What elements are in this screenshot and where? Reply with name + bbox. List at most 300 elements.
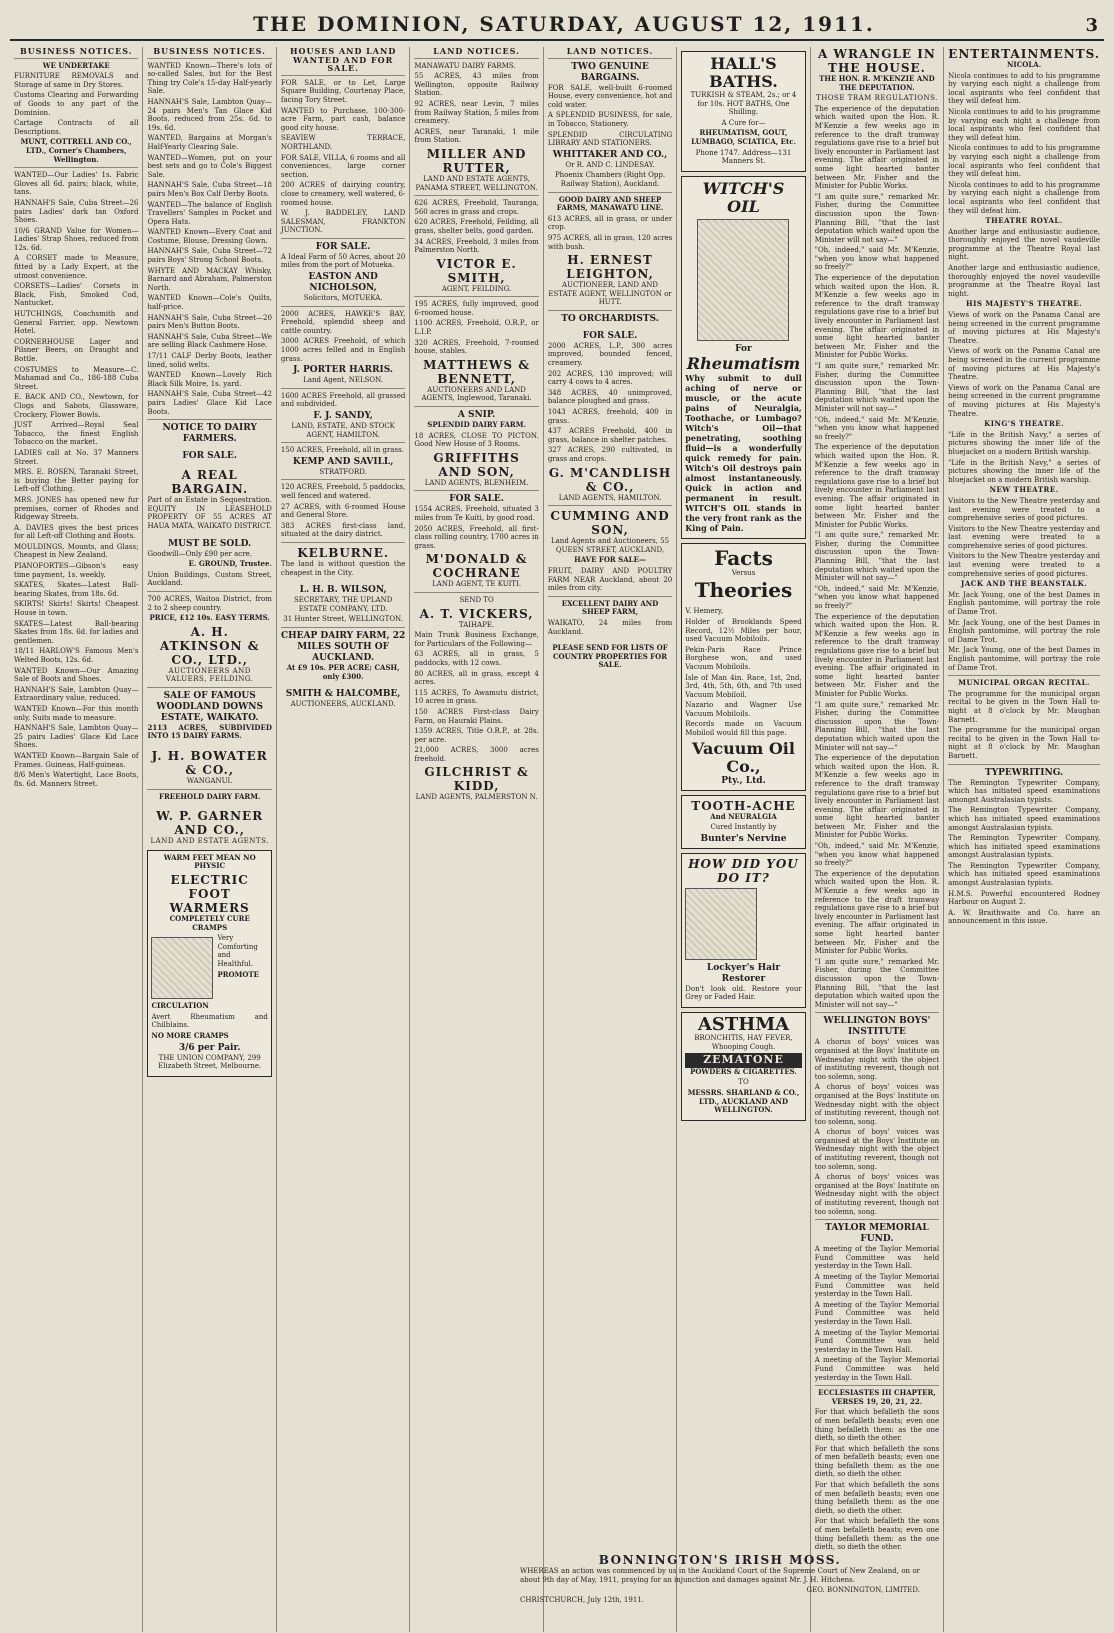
divider xyxy=(948,764,1100,765)
cumming-name: CUMMING AND SON, xyxy=(550,509,670,538)
classified-ad: HANNAH'S Sale, Cuba Street—42 pairs Ladies' Glace Kid Lace Boots. xyxy=(147,390,272,416)
wrangle-text: "I am quite sure," remarked Mr. Fisher, during the Committee discussion upon the Town-Planning Bill, "that the last deputation which waited upon the Minister will not say—" xyxy=(814,362,940,413)
asthma-sub: BRONCHITIS, HAY FEVER, Whooping Cough. xyxy=(694,1034,793,1051)
divider xyxy=(815,1385,939,1386)
wrangle-text: "I am quite sure," remarked Mr. Fisher, during the Committee discussion upon the Town-Planning Bill, "that the last deputation which waited upon the Minister will not say—" xyxy=(814,192,940,244)
leighton-sub: AUCTIONEER, LAND AND ESTATE AGENT, WELLINGTON or HUTT. xyxy=(548,281,672,307)
classified-ad: 92 ACRES, near Levin, 7 miles from Railway Station, 5 miles from creamery. xyxy=(414,99,539,126)
excellent-text: WAIKATO, 24 miles from Auckland. xyxy=(547,618,673,636)
halls-sub: TURKISH & STEAM, 2s.; or 4 for 10s. HOT BATHS, One Shilling. xyxy=(690,91,797,117)
vickers-sub: TAIHAPE. xyxy=(458,620,495,629)
union-address: Union Buildings, Custom Street, Auckland. xyxy=(147,570,272,588)
classified-ad: HUTCHINGS, Coachsmith and General Farrier, opp. Newtown Hotel. xyxy=(14,310,139,336)
boys-heading: WELLINGTON BOYS' INSTITUTE xyxy=(823,1016,931,1038)
divider xyxy=(414,296,538,297)
column-heading: BUSINESS NOTICES. xyxy=(14,47,138,59)
divider xyxy=(548,505,672,506)
classified-ad: HANNAH'S Sale, Lambton Quay—24 pairs Men's Tan Glace Kid Boots, reduced from 25s. 6d. to 19s. 6d. xyxy=(147,97,272,132)
column-7 xyxy=(811,47,944,1632)
asthma-title: ASTHMA xyxy=(697,1014,790,1036)
classified-ad: SEAVIEW TERRACE, NORTHLAND. xyxy=(280,134,406,151)
classified-ad: A SPLENDID BUSINESS, for sale, in Tobacco, Stationery. xyxy=(547,111,673,128)
classified-ad: WANTED to Purchase, 100-300-acre Farm, part cash, balance good city house. xyxy=(280,106,406,132)
theories: Theories xyxy=(694,578,793,603)
type-text: The Remington Typewriter Company, which has initiated speed examinations amongst Australasian typists. xyxy=(948,778,1101,804)
column-2 xyxy=(143,47,276,1632)
warmers-sub: COMPLETELY CURE CRAMPS xyxy=(169,914,250,932)
divider xyxy=(414,592,538,593)
farm-383: 383 ACRES first-class land, situated at the dairy district. xyxy=(280,521,406,539)
farm-1100: 1100 ACRES, Freehold, O.R.P., or L.I.P. xyxy=(414,319,539,337)
facts-item: Holder of Brooklands Speed Record, 12½ Miles per hour, used Vacuum Mobiloils. xyxy=(685,617,802,644)
wilson-addr: 31 Hunter Street, WELLINGTON. xyxy=(283,615,403,624)
cumming-text: FRUIT, DAIRY AND POULTRY FARM NEAR Auckland, about 20 miles from city. xyxy=(547,566,673,593)
farm-21000: 21,000 ACRES, 3000 acres freehold. xyxy=(414,746,539,763)
organ-text: The programme for the municipal organ recital to be given in the Town Hall to-night at 8 o'clock by Mr. Maughan Barnett. xyxy=(948,726,1101,760)
classified-ad: FOR SALE, well-built 6-roomed House, every convenience, hot and cold water. xyxy=(547,83,673,109)
tram-heading: THOSE TRAM REGULATIONS. xyxy=(816,94,938,103)
taylor-text: A meeting of the Taylor Memorial Fund Committee was held yesterday in the Town Hall. xyxy=(814,1356,940,1382)
tooth-cure: Cured Instantly by xyxy=(710,823,777,832)
taylor-text: A meeting of the Taylor Memorial Fund Committee was held yesterday in the Town Hall. xyxy=(814,1328,940,1354)
halls-ills: RHEUMATISM, GOUT, LUMBAGO, SCIATICA, Etc. xyxy=(691,128,796,146)
classified-ad: WANTED—The balance of English Travellers' Samples in Pocket and Opera Hats. xyxy=(147,200,272,226)
excellent-heading: EXCELLENT DAIRY AND SHEEP FARM, xyxy=(561,598,659,617)
matthews-sub: AUCTIONEERS AND LAND AGENTS, Inglewood, Taranaki. xyxy=(421,385,532,403)
dairy-text: 18 ACRES, CLOSE TO PICTON. Good New House of 3 Rooms. xyxy=(414,431,539,449)
divider xyxy=(548,596,672,597)
nicola-heading: NICOLA. xyxy=(1007,60,1042,69)
bargain-heading: A REAL BARGAIN. xyxy=(171,468,249,497)
classified-ad: WANTED, Bargains at Morgan's Half-Yearly Clearing Sale. xyxy=(147,134,272,151)
farm-1600: 1600 ACRES Freehold, all grassed and subdivided. xyxy=(280,391,406,409)
wrangle-text: The experience of the deputation which waited upon the Hon. R. M'Kenzie a few weeks ago in reference to the draft tramway regulations gave rise to a brief but lively encounter in Parliament last evening. The affair originated in some light hearted banter between Mr. Fisher and the Minister for Public Works. xyxy=(814,869,940,956)
farm-437: 437 ACRES Freehold, 400 in grass, balance in shelter patches. xyxy=(547,427,673,444)
farm-80: 80 ACRES, all in grass, except 4 acres. xyxy=(414,669,539,687)
boys-text: A chorus of boys' voices was organised at the Boys' Institute on Wednesday night with the object of instituting reverent, though not too solemn, song. xyxy=(814,1038,940,1081)
gilchrist-sub: LAND AGENTS, PALMERSTON N. xyxy=(415,793,538,802)
farm-120: 120 ACRES, Freehold, 5 paddocks, well fenced and watered. xyxy=(280,483,406,500)
divider xyxy=(281,479,405,480)
classified-ad: WANTED Known—Every Coat and Costume, Blouse, Dressing Gown. xyxy=(147,228,272,245)
warmers-top: WARM FEET MEAN NO PHYSIC xyxy=(163,852,256,871)
matthews-name: MATTHEWS & BENNETT, xyxy=(423,357,531,386)
theatre-heading: THEATRE ROYAL. xyxy=(985,216,1063,226)
warmers-point: Very Comforting and Healthful. xyxy=(217,934,258,968)
classified-ad: WANTED Known—Bargain Sale of Frames. Guineas, Half-guineas. xyxy=(14,751,139,769)
sandy-name: F. J. SANDY, xyxy=(313,411,373,421)
majesty-text: Views of work on the Panama Canal are being screened in the current programme of moving pictures at His Majesty's Theatre. xyxy=(948,347,1101,382)
farm-1043: 1043 ACRES, freehold, 400 in grass. xyxy=(547,408,673,425)
wilson-sub: SECRETARY, THE UPLAND ESTATE COMPANY, LTD. xyxy=(293,596,393,613)
classified-ad: 55 ACRES, 43 miles from Wellington, opposite Railway Station. xyxy=(414,72,539,98)
wrangle-text: The experience of the deputation which waited upon the Hon. R. M'Kenzie a few weeks ago in reference to the draft tramway regulations gave rise to a brief but lively encounter in Parliament last evening. The affair originated in some light hearted banter between Mr. Fisher and the Minister for Public Works. xyxy=(814,104,940,191)
taylor-text: A meeting of the Taylor Memorial Fund Committee was held yesterday in the Town Hall. xyxy=(814,1245,940,1271)
witch-for: For xyxy=(735,343,752,354)
divider xyxy=(147,789,271,790)
farm-626: 626 ACRES, Freehold, Tauranga, 560 acres in grass and crops. xyxy=(414,199,539,216)
smith-name: SMITH & HALCOMBE, xyxy=(285,689,401,700)
goodwill: Goodwill—Only £90 per acre. xyxy=(147,549,252,558)
classified-ad: WANTED Known—Lovely Rich Black Silk Moire, 1s. yard. xyxy=(147,371,272,388)
divider xyxy=(281,542,405,543)
leighton-name: H. ERNEST LEIGHTON, xyxy=(566,253,654,282)
divider xyxy=(548,310,672,311)
ad-list xyxy=(548,84,672,148)
theatre-text: Another large and enthusiastic audience, thoroughly enjoyed the novel vaudeville programme at the Theatre Royal last night. xyxy=(948,264,1101,298)
bonnington-title: BONNINGTON'S IRISH MOSS. xyxy=(598,1553,842,1567)
column-heading: LAND NOTICES. xyxy=(548,47,672,59)
classified-ad: MOULDINGS, Mounts, and Glass; Cheapest in New Zealand. xyxy=(14,542,139,560)
victor-sub: AGENT, FEILDING. xyxy=(441,284,512,293)
atkinson-name: A. H. ATKINSON & CO., LTD., xyxy=(159,624,260,667)
griffiths-name: GRIFFITHS AND SON, xyxy=(433,450,520,479)
kings-heading: KING'S THEATRE. xyxy=(984,419,1065,429)
nicola-text: Nicola continues to add to his programme by varying each night a challenge from local aspirants who feel confident that they will defeat him. xyxy=(948,144,1101,179)
farm-34: 34 ACRES, Freehold, 3 miles from Palmerston North. xyxy=(414,237,539,255)
boys-text: A chorus of boys' voices was organised at the Boys' Institute on Wednesday night with the object of instituting reverent, though not too solemn, song. xyxy=(814,1128,940,1171)
kemp-name: KEMP AND SAVILL, xyxy=(292,456,394,467)
divider xyxy=(414,490,538,491)
wrangle-text: The experience of the deputation which waited upon the Hon. R. M'Kenzie a few weeks ago in reference to the draft tramway regulations gave rise to a brief but lively encounter in Parliament last evening. The affair originated in some light hearted banter between Mr. Fisher and the Minister for Public Works. xyxy=(814,274,940,360)
halls-cure: A Cure for— xyxy=(721,118,766,127)
classified-ad: W. J. BADDELEY, LAND SALESMAN, FRANKTON JUNCTION. xyxy=(280,209,406,235)
cheap-price: At £9 10s. PER ACRE; CASH, only £300. xyxy=(286,662,400,681)
classified-ad: WANTED—Our Ladies' 1s. Fabric Gloves all 6d. pairs; black, white, tans. xyxy=(14,171,139,197)
new-heading: NEW THEATRE. xyxy=(989,485,1059,495)
entertainments-heading: ENTERTAINMENTS. xyxy=(948,47,1101,61)
column-5 xyxy=(544,47,677,1632)
farm-348: 348 ACRES, 40 unimproved, balance ploughed and grass. xyxy=(547,388,673,406)
classified-ad: WANTED Known—There's lots of so-called Sales, but for the Best Thing try Cole's 15-day Half-yearly Sale. xyxy=(147,61,272,96)
zematone-agents: MESSRS. SHARLAND & CO., LTD., AUCKLAND AND WELLINGTON. xyxy=(687,1088,800,1115)
farm-1554: 1554 ACRES, Freehold, situated 3 miles from Te Kuiti, by good road. xyxy=(414,505,539,522)
ecclesiastes-heading: ECCLESIASTES III CHAPTER, VERSES 19, 20, 21, 22. xyxy=(818,1388,936,1406)
classified-ad: WANTED Known—Our Amazing Sale of Boots and Shoes. xyxy=(14,666,139,684)
porter-sub: Land Agent, NELSON. xyxy=(303,376,384,385)
classified-ad: MRS. E. ROSEN, Taranaki Street, is buying the Better paying for Left-off Clothing. xyxy=(14,468,139,494)
farm-620: 620 ACRES, Freehold, Feilding, all grass, shelter belts, good garden. xyxy=(414,218,539,235)
bonnington-signature: GEO. BONNINGTON, LIMITED. xyxy=(806,1586,920,1595)
tooth-title: TOOTH-ACHE xyxy=(691,798,796,813)
divider xyxy=(548,192,672,193)
classified-ad: 200 ACRES of dairying country, close to creamery, well watered, 6-roomed house. xyxy=(280,181,406,207)
kings-text: "Life in the British Navy," a series of pictures showing the inner life of the bluejacket on a modern British warship. xyxy=(948,430,1101,456)
divider xyxy=(815,1219,939,1220)
ad-list xyxy=(14,171,138,788)
farm-2000: 2000 ACRES, HAWKE'S BAY, Freehold, splendid sheep and cattle country. xyxy=(280,309,406,335)
new-text: Visitors to the New Theatre yesterday and last evening were treated to a comprehensive series of good pictures. xyxy=(948,524,1101,550)
mcdonald-sub: LAND AGENT, TE KUITI. xyxy=(432,580,522,589)
classified-ad: E. BACK AND CO., Newtown, for Clogs and Sabots, Glassware, Crockery, Flower Bowls. xyxy=(14,393,139,419)
warmers-title: ELECTRIC FOOT WARMERS xyxy=(169,873,250,916)
vickers-name: A. T. VICKERS, xyxy=(419,606,534,621)
garner-name: W. P. GARNER AND CO., xyxy=(156,809,264,838)
witch-title: WITCH'S OIL xyxy=(702,178,785,216)
farm-2000: 2000 ACRES, L.P., 300 acres improved, bounded fenced, creamery. xyxy=(547,341,673,368)
classified-ad: PIANOFORTES—Gibson's easy time payment, 1s. weekly. xyxy=(14,562,139,579)
classified-ad: WANTED Known—For this month only, Suits made to measure. xyxy=(14,704,139,722)
kemp-sub: STRATFORD. xyxy=(319,467,367,476)
mcandlish-name: G. M'CANDLISH & CO., xyxy=(548,465,672,494)
intro-line: WE UNDERTAKE xyxy=(42,60,110,70)
warmers-point: PROMOTE CIRCULATION xyxy=(151,969,260,1011)
classified-ad: WANTED—Women, put on your best sets and go to Cole's Biggest Sale. xyxy=(147,153,272,179)
victor-name: VICTOR E. SMITH, xyxy=(436,256,517,285)
divider xyxy=(14,167,138,168)
column-3 xyxy=(277,47,410,1632)
jack-text: Mr. Jack Young, one of the best Dames in English pantomime, will portray the role of Dame Trot. xyxy=(948,646,1101,672)
how-text: Don't look old. Restore your Grey or Faded Hair. xyxy=(685,984,802,1002)
warmers-company: THE UNION COMPANY, 299 Elizabeth Street, Melbourne. xyxy=(158,1053,262,1071)
bargains-heading: TWO GENUINE BARGAINS. xyxy=(571,61,649,83)
column-heading: BUSINESS NOTICES. xyxy=(147,47,271,59)
classified-ad: ACRES, near Taranaki, 1 mile from Station. xyxy=(414,127,539,145)
warmers-point: Avert Rheumatism and Chilblains. xyxy=(151,1012,268,1030)
atkinson-sub: AUCTIONEERS AND VALUERS, FEILDING. xyxy=(165,666,254,684)
column-8 xyxy=(944,47,1104,1632)
facts-item: Pekin-Paris Race Prince Borghese won, and used Vacuum Mobiloils. xyxy=(685,645,802,671)
farm-3000: 3000 ACRES Freehold, of which 1000 acres felled and in English grass. xyxy=(280,337,406,363)
classified-ad: HANNAH'S Sale, Cuba Street—We are selling Black Cashmere Hose. xyxy=(147,332,272,350)
miller-sub: LAND AND ESTATE AGENTS, PANAMA STREET, WELLINGTON. xyxy=(415,174,538,192)
farm-27: 27 ACRES, with 6-roomed House and General Store. xyxy=(280,502,406,520)
easton-sub: Solicitors, MOTUEKA. xyxy=(303,294,383,303)
taylor-heading: TAYLOR MEMORIAL FUND. xyxy=(825,1223,929,1245)
eccl-text: For that which befalleth the sons of men befalleth beasts; even one thing befalleth them: as the one dieth, so dieth the other. xyxy=(814,1517,940,1552)
bowater-sub: WANGANUI. xyxy=(186,777,233,786)
wrangle-text: "Oh, indeed," said Mr. M'Kenzie, "when you know what happened so freely?" xyxy=(814,246,940,272)
for-sale-heading: FOR SALE. xyxy=(315,241,371,252)
classified-ad: HANNAH'S Sale, Lambton Quay—Extraordinary value, reduced. xyxy=(14,685,139,703)
divider xyxy=(147,591,271,592)
masthead-title: THE DOMINION, SATURDAY, AUGUST 12, 1911. xyxy=(253,12,875,36)
easton-name: EASTON AND NICHOLSON, xyxy=(308,272,378,294)
nicola-text: Nicola continues to add to his programme by varying each night a challenge from local aspirants who feel confident that they will defeat him. xyxy=(948,180,1101,215)
farm-700: 700 ACRES, Waitoa District, from 2 to 2 sheep country. xyxy=(147,594,272,612)
country-properties: PLEASE SEND FOR LISTS OF COUNTRY PROPERTIES FOR SALE. xyxy=(552,643,668,670)
bowater-name: J. H. BOWATER & CO., xyxy=(151,749,268,778)
wrangle-text: The experience of the deputation which waited upon the Hon. R. M'Kenzie a few weeks ago in reference to the draft tramway regulations gave rise to a brief but lively encounter in Parliament last evening. The affair originated in some light hearted banter between Mr. Fisher and the Minister for Public Works. xyxy=(814,612,940,698)
nelson-text: A Ideal Farm of 50 Acres, about 20 miles from the port of Motueka. xyxy=(280,252,406,270)
cheap-dairy: CHEAP DAIRY FARM, 22 MILES SOUTH OF AUCKLAND. xyxy=(281,630,406,663)
halls-baths-ad xyxy=(681,51,805,172)
column-1 xyxy=(10,47,143,1632)
divider xyxy=(414,406,538,407)
farm-327: 327 ACRES, 290 cultivated, in grass and crops. xyxy=(547,446,673,463)
new-text: Visitors to the New Theatre yesterday and last evening were treated to a comprehensive series of good pictures. xyxy=(948,496,1101,523)
typewriting-heading: TYPEWRITING. xyxy=(985,767,1064,778)
whittaker-addr: Phoenix Chambers (Right Opp. Railway Station), Auckland. xyxy=(554,171,666,188)
price-700: PRICE, £12 10s. EASY TERMS. xyxy=(149,613,270,623)
type-text: The Remington Typewriter Company, which has initiated speed examinations amongst Australasian typists. xyxy=(948,861,1101,888)
classified-ad: SKATES—Latest Ball-bearing Skates from 18s. 6d. for ladies and gentlemen. xyxy=(14,619,139,645)
classified-ad: A CORSET made to Measure, fitted by a Lady Expert, at the utmost convenience. xyxy=(14,254,139,280)
classified-ad: MANAWATU DAIRY FARMS. xyxy=(414,61,516,70)
taylor-text: A meeting of the Taylor Memorial Fund Committee was held yesterday in the Town Hall. xyxy=(814,1300,940,1326)
classified-ad: LADIES call at No. 37 Manners Street. xyxy=(14,448,139,466)
witch-rheum: Rheumatism xyxy=(686,353,801,373)
woodland-acres: 2113 ACRES, SUBDIVIDED INTO 15 DAIRY FARMS. xyxy=(147,722,272,741)
taylor-text: A meeting of the Taylor Memorial Fund Committee was held yesterday in the Town Hall. xyxy=(814,1273,940,1299)
facts-item: Isle of Man 4in. Race, 1st, 2nd, 3rd, 4th, 5th, 6th, and 7th used Vacuum Mobiloil. xyxy=(685,673,802,699)
wrangle-sub: THE HON. R. M'KENZIE AND THE DEPUTATION. xyxy=(819,74,935,92)
facts-item: V. Hemery, xyxy=(685,607,724,616)
farm-63: 63 ACRES, all in grass, 5 paddocks, with 12 cows. xyxy=(414,650,539,667)
how-brand: Lockyer's Hair Restorer xyxy=(706,962,781,984)
intro-line: MUNT, COTTRELL AND CO., LTD., Corner's Chambers, Wellington. xyxy=(20,137,132,164)
bargain-text: Part of an Estate in Sequestration. EQUITY IN LEASEHOLD PROPERTY OF 55 ACRES AT HAUA MATA, WAIKATO DISTRICT. xyxy=(147,496,272,530)
bonnington-text: WHEREAS an action was commenced by us in the Auckland Court of the Supreme Court of New Zealand, on or about 9th day of May, 1911, praying for an injunction and damages against Mr. J. H. Hitchens. xyxy=(520,1567,920,1584)
farm-2050: 2050 ACRES, Freehold, all first-class rolling country, 1700 acres in grass. xyxy=(414,524,539,550)
witch-text: Why submit to dull aching of nerve or muscle, or the acute pains of Neuralgia, Toothache, or Lumbago? Witch's Oil—that penetrating, soothing fluid—is a wonderfully quick remedy for pain. Witch's Oil destroys pain almost instantaneously. Quick in action and permanent in result. WITCH'S OIL stands in the very front rank as the King of Pain. xyxy=(685,372,802,533)
witch-oil-bottle-illustration xyxy=(697,219,789,341)
intro-line: Cartage Contracts of all Descriptions. xyxy=(14,119,139,136)
boys-text: A chorus of boys' voices was organised at the Boys' Institute on Wednesday night with the object of instituting reverent, though not too solemn, song. xyxy=(814,1173,940,1216)
halls-addr: Phone 1747. Address—131 Manners St. xyxy=(695,148,792,166)
send-to: SEND TO xyxy=(459,595,494,604)
jack-text: Mr. Jack Young, one of the best Dames in English pantomime, will portray the role of Dame Trot. xyxy=(948,618,1101,644)
jack-heading: JACK AND THE BEANSTALK. xyxy=(961,579,1088,589)
vacuum-name: Vacuum Oil Co., xyxy=(692,738,795,776)
wrangle-text: "I am quite sure," remarked Mr. Fisher, during the Committee discussion upon the Town-Planning Bill, "that the last deputation which waited upon the Minister will not say—" xyxy=(814,700,940,752)
boys-text: A chorus of boys' voices was organised at the Boys' Institute on Wednesday night with the object of instituting reverent, though not too solemn, song. xyxy=(814,1083,940,1126)
tooth-brand: Bunter's Nervine xyxy=(700,833,787,844)
classified-ad: HANNAH'S Sale, Cuba Street—18 pairs Men's Box Calf Derby Boots. xyxy=(147,181,272,198)
farm-195: 195 ACRES, fully improved, good 6-roomed house. xyxy=(414,300,539,317)
classified-ad: 8/6 Men's Watertight, Lace Boots, 8s. 6d. Manners Street. xyxy=(14,771,139,788)
wrangle-heading: A WRANGLE IN THE HOUSE. xyxy=(818,47,936,75)
facts: Facts xyxy=(714,545,773,570)
griffiths-sub: LAND AGENTS, BLENHEIM. xyxy=(424,478,529,487)
asthma-ad xyxy=(681,1012,805,1121)
intro-line: FURNITURE REMOVALS and Storage of same in Dry Stores. xyxy=(14,72,139,89)
classified-ad: MRS. JONES has opened new fur premises, corner of Rhodes and Ridgeway Streets. xyxy=(14,495,139,522)
classified-ad: JUST Arrived—Royal Seal Tobacco, the finest English Tobacco on the market. xyxy=(14,421,139,447)
wrangle-text: The experience of the deputation which waited upon the Hon. R. M'Kenzie a few weeks ago in reference to the draft tramway regulations gave rise to a brief but lively encounter in Parliament last evening. The affair originated in some light hearted banter between Mr. Fisher and the Minister for Public Works. xyxy=(814,754,940,840)
dairy-stock: GOOD DAIRY AND SHEEP FARMS, MANAWATU LINE. xyxy=(556,194,664,213)
whittaker-name: WHITTAKER AND CO., xyxy=(552,149,668,160)
divider xyxy=(815,1012,939,1013)
columns xyxy=(10,47,1104,1632)
column-heading: HOUSES AND LAND WANTED AND FOR SALE. xyxy=(281,47,405,76)
how-title: HOW DID YOU DO IT? xyxy=(688,856,799,885)
for-sale-heading: FOR SALE. xyxy=(582,330,638,341)
for-sale-heading: FOR SALE. xyxy=(182,451,237,462)
halls-title: HALL'S BATHS. xyxy=(709,54,778,91)
classified-ad: 18/11 HARLOW'S Famous Men's Welted Boots, 12s. 6d. xyxy=(14,647,139,664)
porter-name: J. PORTER HARRIS. xyxy=(293,365,394,376)
eccl-text: For that which befalleth the sons of men befalleth beasts; even one thing befalleth them: as the one dieth, so dieth the other. xyxy=(814,1481,940,1515)
mcdonald-name: M'DONALD & COCHRANE xyxy=(425,552,528,581)
facts-item: Records made on Vacuum Mobiloil would fill this page. xyxy=(685,720,802,738)
zematone-to: TO xyxy=(738,1078,749,1087)
wrangle-text: "Oh, indeed," said Mr. M'Kenzie, "when you know what happened so freely?" xyxy=(814,415,940,441)
facts-item: Nazario and Wagner Use Vacuum Mobiloils. xyxy=(685,701,802,718)
classified-ad: 10/6 GRAND Value for Women—Ladies' Strap Shoes, reduced from 12s. 6d. xyxy=(14,226,139,252)
divider xyxy=(281,238,405,239)
farm-975: 975 ACRES, all in grass, 120 acres with bush. xyxy=(547,233,673,251)
foot-warmer-illustration xyxy=(151,937,213,999)
classified-ad: WANTED Known—Cole's Quilts, half-price. xyxy=(147,294,272,312)
smith-sub: AUCTIONEERS, AUCKLAND. xyxy=(290,700,396,709)
classified-ad: A. DAVIES gives the best prices for all Left-off Clothing and Boots. xyxy=(14,523,139,541)
garner-sub: LAND AND ESTATE AGENTS. xyxy=(150,837,269,846)
organ-text: The programme for the municipal organ recital to be given in the Town Hall to-night at 8 o'clock by Mr. Maughan Barnett. xyxy=(948,689,1101,724)
divider xyxy=(147,419,271,420)
kings-text: "Life in the British Navy," a series of pictures showing the inner life of the bluejacket on a modern British warship. xyxy=(948,458,1101,484)
divider xyxy=(414,195,538,196)
classified-ad: SPLENDID CIRCULATING LIBRARY AND STATIONERS. xyxy=(547,130,673,148)
jack-text: Mr. Jack Young, one of the best Dames in English pantomime, will portray the role of Dame Trot. xyxy=(948,590,1101,617)
theatre-text: Another large and enthusiastic audience, thoroughly enjoyed the novel vaudeville programme at the Theatre Royal last night. xyxy=(948,227,1101,262)
classified-ad: FOR SALE, or to Let, Large Square Building, Courtenay Place, facing Tory Street. xyxy=(280,78,406,104)
zematone-sub: POWDERS & CIGARETTES. xyxy=(690,1066,797,1076)
divider xyxy=(281,388,405,389)
mcandlish-sub: LAND AGENTS, HAMILTON. xyxy=(558,493,662,502)
bonnington-place: CHRISTCHURCH, July 12th, 1911. xyxy=(520,1596,644,1605)
hms-text: H.M.S. Powerful encountered Rodney Harbour on August 2. xyxy=(948,889,1101,907)
nicola-text: Nicola continues to add to his programme by varying each night a challenge from local aspirants who feel confident that they will defeat him. xyxy=(948,71,1101,106)
column-heading: LAND NOTICES. xyxy=(414,47,538,59)
cumming-sub: Land Agents and Auctioneers, 55 QUEEN STREET, AUCKLAND, xyxy=(550,537,670,554)
divider xyxy=(948,675,1100,676)
majesty-heading: HIS MAJESTY'S THEATRE. xyxy=(966,299,1083,309)
classified-ad: HANNAH'S Sale, Cuba Street—26 pairs Ladies' dark tan Oxford Shoes. xyxy=(14,198,139,225)
majesty-text: Views of work on the Panama Canal are being screened in the current programme of moving pictures at His Majesty's Theatre. xyxy=(948,311,1101,345)
column-6 xyxy=(677,47,810,1632)
sandy-sub: LAND, ESTATE, AND STOCK AGENT, HAMILTON. xyxy=(291,422,395,439)
farm-1359: 1359 ACRES, Title O.R.P., at 28s. per acre. xyxy=(414,727,539,744)
masthead xyxy=(10,6,1104,41)
whittaker-sub: Or R. AND C. LINDESAY. xyxy=(565,160,655,169)
eccl-text: For that which befalleth the sons of men befalleth beasts; even one thing befalleth them: as the one dieth, so dieth the other. xyxy=(814,1444,940,1479)
farm-150b: 150 ACRES First-class Dairy Farm, on Hauraki Plains. xyxy=(414,707,539,725)
ad-list xyxy=(281,79,405,235)
wilson-name: L. H. B. WILSON, xyxy=(299,585,387,596)
notice-title: NOTICE TO DAIRY FARMERS. xyxy=(162,423,257,445)
zematone-title: ZEMATONE xyxy=(685,1053,801,1068)
vacuum-oil-ad xyxy=(681,543,805,791)
eccl-text: For that which befalleth the sons of men befalleth beasts; even one thing befalleth them: as the one dieth, so dieth the other. xyxy=(814,1408,940,1443)
farm-320: 320 ACRES, Freehold, 7-roomed house, stables. xyxy=(414,338,539,356)
versus: Versus xyxy=(731,568,756,577)
classified-ad: HANNAH'S Sale, Lambton Quay—25 pairs Ladies' Glace Kid Lace Shoes. xyxy=(14,724,139,750)
wrangle-text: "Oh, indeed," said Mr. M'Kenzie, "when you know what happened so freely?" xyxy=(814,842,940,868)
warmers-price: 3/6 per Pair. xyxy=(178,1042,241,1053)
braith-text: A. W. Braithwaite and Co. have an announcement in this issue. xyxy=(948,908,1101,926)
hair-restorer-ad xyxy=(681,853,805,1008)
ad-list xyxy=(147,62,271,417)
organ-heading: MUNICIPAL ORGAN RECITAL. xyxy=(958,678,1090,688)
majesty-text: Views of work on the Panama Canal are being screened in the current programme of moving pictures at His Majesty's Theatre. xyxy=(948,383,1101,418)
divider xyxy=(281,442,405,443)
classified-ad: HANNAH'S Sale, Cuba Street—20 pairs Men's Button Boots. xyxy=(147,313,272,331)
classified-ad: CORNERHOUSE Lager and Pilsner Beers, on Draught and Bottle. xyxy=(14,337,139,363)
classified-ad: SKATES, Skates—Latest Ball-bearing Skates, from 18s. 6d. xyxy=(14,581,139,598)
bonnington-notice xyxy=(520,1553,920,1606)
nicola-text: Nicola continues to add to his programme by varying each night a challenge from local aspirants who feel confident that they will defeat him. xyxy=(948,107,1101,142)
warmers-point: NO MORE CRAMPS xyxy=(151,1031,229,1040)
wrangle-text: The experience of the deputation which waited upon the Hon. R. M'Kenzie a few weeks ago in reference to the draft tramway regulations gave rise to a brief but lively encounter in Parliament last evening. The affair originated in some light hearted banter between Mr. Fisher and the Minister for Public Works. xyxy=(814,443,940,529)
new-text: Visitors to the New Theatre yesterday and last evening were treated to a comprehensive series of good pictures. xyxy=(948,552,1101,578)
classified-ad: FOR SALE, VILLA, 6 rooms and all conveniences, large corner section. xyxy=(280,153,406,179)
wrangle-text: "Oh, indeed," said Mr. M'Kenzie, "when you know what happened so freely?" xyxy=(814,584,940,611)
divider xyxy=(147,687,271,688)
hair-illustration xyxy=(685,888,757,960)
farm-115: 115 ACRES, To Awamutu district, 10 acres in grass. xyxy=(414,688,539,706)
must-be-sold: MUST BE SOLD. xyxy=(168,538,252,549)
